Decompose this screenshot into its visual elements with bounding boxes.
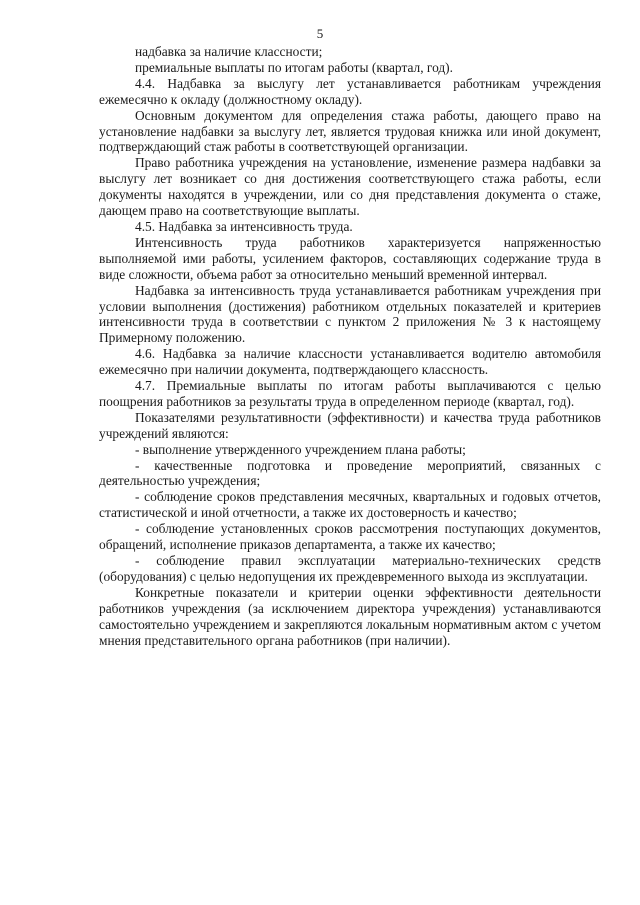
list-item: - выполнение утвержденного учреждением плана работы; bbox=[135, 441, 466, 457]
paragraph: надбавка за наличие классности; bbox=[135, 44, 323, 59]
paragraph: 4.4. Надбавка за выслугу лет устанавливается работникам учреждения ежемесячно к окладу (должностному окладу). bbox=[99, 75, 601, 107]
section-heading: 4.5. Надбавка за интенсивность труда. bbox=[135, 218, 353, 234]
document-body bbox=[99, 44, 601, 648]
paragraph: премиальные выплаты по итогам работы (квартал, год). bbox=[135, 59, 453, 75]
list-item: - соблюдение сроков представления месячных, квартальных и годовых отчетов, статистической и иной отчетности, а также их достоверность и качество; bbox=[99, 489, 601, 521]
paragraph: Конкретные показатели и критерии оценки эффективности деятельности работников учреждения (за исключением директора учреждения) устанавливаются самостоятельно учреждением и закрепляются локальным нормативным актом с учетом мнения представительного органа работников (при наличии). bbox=[99, 584, 601, 648]
paragraph: 4.6. Надбавка за наличие классности устанавливается водителю автомобиля ежемесячно при наличии документа, подтверждающего классность. bbox=[99, 346, 601, 378]
list-item: - соблюдение правил эксплуатации материально-технических средств (оборудования) с целью недопущения их преждевременного выхода из эксплуатации. bbox=[99, 553, 601, 584]
list-item: - соблюдение установленных сроков рассмотрения поступающих документов, обращений, исполнение приказов департамента, а также их качество; bbox=[99, 521, 601, 553]
paragraph: 4.7. Премиальные выплаты по итогам работы выплачиваются с целью поощрения работников за результаты труда в определенном периоде (квартал, год). bbox=[99, 378, 601, 409]
paragraph: Надбавка за интенсивность труда устанавливается работникам учреждения при условии выполнения (достижения) работником отдельных показателей и критериев интенсивности труда в соответствии с пунктом 2 приложения № 3 к настоящему Примерному положению. bbox=[99, 282, 601, 346]
paragraph: Основным документом для определения стажа работы, дающего право на установление надбавки за выслугу лет, является трудовая книжка или иной документ, подтверждающий стаж работы в соответствующей организации. bbox=[99, 107, 601, 155]
paragraph: Право работника учреждения на установление, изменение размера надбавки за выслугу лет возникает со дня достижения соответствующего стажа работы, если документы находятся в учреждении, или со дня представления документа о стаже, дающем право на соответствующие выплаты. bbox=[99, 155, 601, 219]
paragraph: Интенсивность труда работников характеризуется напряженностью выполняемой ими работы, усилением факторов, составляющих содержание труда в виде сложности, объема работ за относительно меньший временной интервал. bbox=[99, 234, 601, 282]
list-item: - качественные подготовка и проведение мероприятий, связанных с деятельностью учреждения; bbox=[99, 457, 601, 489]
page-number: 5 bbox=[316, 26, 324, 41]
paragraph: Показателями результативности (эффективности) и качества труда работников учреждений являются: bbox=[99, 409, 601, 441]
